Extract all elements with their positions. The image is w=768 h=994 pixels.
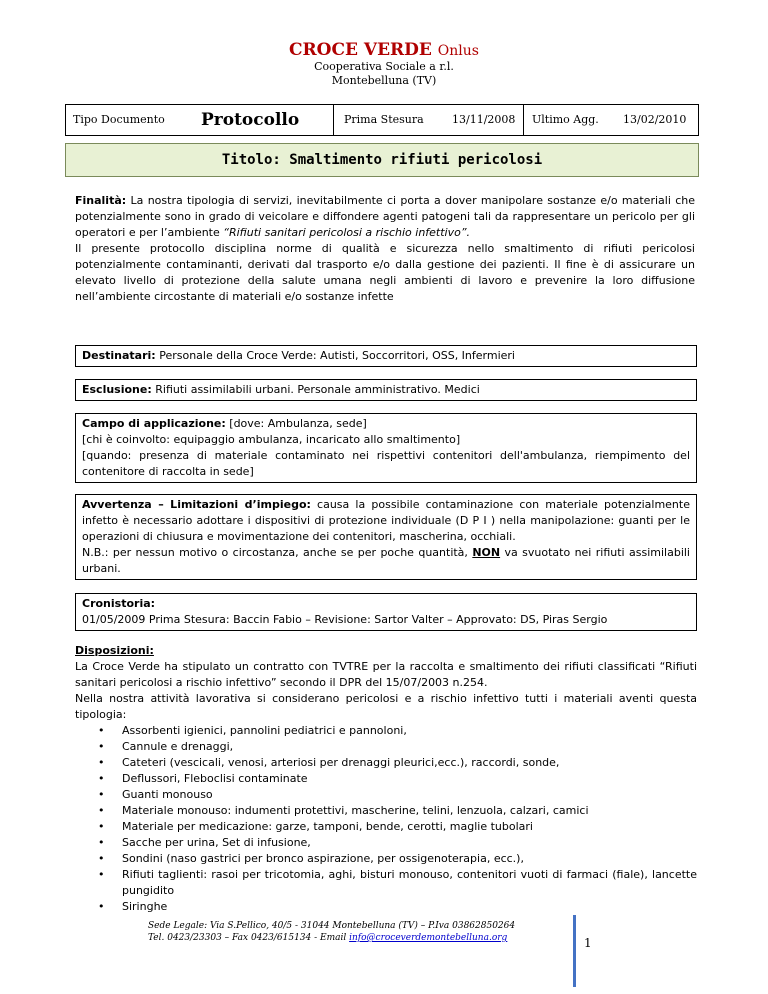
tipo-value: Protocollo xyxy=(201,110,300,130)
campo-line2: [chi è coinvolto: equipaggio ambulanza, incaricato allo smaltimento] xyxy=(82,433,461,446)
document-header xyxy=(0,40,768,88)
list-item: • Deflussori, Fleboclisi contaminate xyxy=(75,771,697,787)
list-item: • Cannule e drenaggi, xyxy=(75,739,697,755)
esclusione-box xyxy=(75,379,697,401)
list-item: • Materiale monouso: indumenti protettivi, mascherine, telini, lenzuola, calzari, camici xyxy=(75,803,697,819)
esclusione-text: Rifiuti assimilabili urbani. Personale amministrativo. Medici xyxy=(151,383,480,396)
disposizioni-section xyxy=(75,643,697,915)
esclusione-label: Esclusione: xyxy=(82,383,152,396)
cronistoria-box xyxy=(75,593,697,631)
finalita-para2: Il presente protocollo disciplina norme di qualità e sicurezza nello smaltimento di rifiuti pericolosi potenzialmente contaminanti, derivati dal trasporto e/o dalla gestione dei pazienti. Il fine è di assicurare un elevato livello di protezione della salute umana negli ambienti di lavoro e prevenire la loro diffusione nell’ambiente circostante di materiali e/o sostanze infette xyxy=(75,242,695,303)
list-item: • Guanti monouso xyxy=(75,787,697,803)
finalita-text: La nostra tipologia di servizi, inevitabilmente ci porta a dover manipolare sostanze e/o materiali che potenzialmente sono in grado di veicolare e diffondere agenti patogeni tali da rappresentare un pericolo per gli operatori e per l’ambiente xyxy=(75,194,695,239)
destinatari-text: Personale della Croce Verde: Autisti, Soccorritori, OSS, Infermieri xyxy=(155,349,515,362)
footer-line2: Tel. 0423/23303 – Fax 0423/615134 - Email xyxy=(148,933,350,943)
list-item: • Sacche per urina, Set di infusione, xyxy=(75,835,697,851)
tipo-label: Tipo Documento xyxy=(73,113,165,126)
destinatari-label: Destinatari: xyxy=(82,349,156,362)
document-footer xyxy=(148,920,568,944)
org-line-1: Cooperativa Sociale a r.l. xyxy=(314,60,454,73)
finalita-label: Finalità: xyxy=(75,194,127,207)
campo-line1: [dove: Ambulanza, sede] xyxy=(225,417,367,430)
campo-label: Campo di applicazione: xyxy=(82,417,226,430)
footer-line1: Sede Legale: Via S.Pellico, 40/5 - 31044 Montebelluna (TV) – P.Iva 03862850264 xyxy=(148,921,516,931)
avvertenza-text: causa la possibile contaminazione con materiale potenzialmente infetto è necessario adottare i dispositivi di protezione individuale (D P I ) nella manipolazione: guanti per le operazioni di chiusura e movimentazione dei contenitori, mascherina, occhiali. xyxy=(82,498,690,543)
prima-label: Prima Stesura xyxy=(344,113,424,126)
avvertenza-nb: N.B.: per nessun motivo o circostanza, anche se per poche quantità, xyxy=(82,546,473,559)
document-title: Titolo: Smaltimento rifiuti pericolosi xyxy=(65,143,699,177)
disposizioni-label: Disposizioni: xyxy=(75,644,154,657)
avvertenza-box xyxy=(75,494,697,580)
list-item: • Cateteri (vescicali, venosi, arteriosi per drenaggi pleurici,ecc.), raccordi, sonde, xyxy=(75,755,697,771)
footer-email-link[interactable]: info@croceverdemontebelluna.org xyxy=(349,933,508,943)
page-number: 1 xyxy=(584,936,592,950)
document-meta-table xyxy=(65,104,699,136)
disposizioni-para1: La Croce Verde ha stipulato un contratto con TVTRE per la raccolta e smaltimento dei rifiuti classificati “Rifiuti sanitari pericolosi a rischio infettivo” secondo il DPR del 15/07/2003 n.254. xyxy=(75,660,697,689)
campo-line3: [quando: presenza di materiale contaminato nei rispettivi contenitori dell'ambulanza, riempimento del contenitore di raccolta in sede] xyxy=(82,449,690,478)
list-item: • Sondini (naso gastrici per bronco aspirazione, per ossigenoterapia, ecc.), xyxy=(75,851,697,867)
org-name: CROCE VERDE Onlus xyxy=(289,40,479,60)
list-item: • Materiale per medicazione: garze, tamponi, bende, cerotti, maglie tubolari xyxy=(75,819,697,835)
page-number-bar xyxy=(573,915,576,987)
finalita-section xyxy=(75,193,695,305)
org-line-2: Montebelluna (TV) xyxy=(331,74,437,87)
org-suffix: Onlus xyxy=(437,43,479,59)
ultimo-value: 13/02/2010 xyxy=(623,113,687,126)
cronistoria-text: 01/05/2009 Prima Stesura: Baccin Fabio – Revisione: Sartor Valter – Approvato: DS, Piras Sergio xyxy=(82,613,608,626)
cronistoria-label: Cronistoria: xyxy=(82,597,156,610)
list-item: • Assorbenti igienici, pannolini pediatrici e pannoloni, xyxy=(75,723,697,739)
ultimo-label: Ultimo Agg. xyxy=(532,113,599,126)
campo-box xyxy=(75,413,697,483)
finalita-italic: “Rifiuti sanitari pericolosi a rischio infettivo”. xyxy=(223,226,471,239)
prima-value: 13/11/2008 xyxy=(452,113,516,126)
avvertenza-label: Avvertenza – Limitazioni d’impiego: xyxy=(82,498,311,511)
destinatari-box xyxy=(75,345,697,367)
disposizioni-list xyxy=(75,723,697,915)
avvertenza-nb-after: va svuotato nei rifiuti assimilabili urbani. xyxy=(82,546,690,575)
avvertenza-non: NON xyxy=(472,546,501,559)
list-item: • Siringhe xyxy=(75,899,697,915)
list-item: • Rifiuti taglienti: rasoi per tricotomia, aghi, bisturi monouso, contenitori vuoti di farmaci (fiale), lancette pungidito xyxy=(75,867,697,899)
disposizioni-para2: Nella nostra attività lavorativa si considerano pericolosi e a rischio infettivo tutti i materiali aventi questa tipologia: xyxy=(75,692,697,721)
